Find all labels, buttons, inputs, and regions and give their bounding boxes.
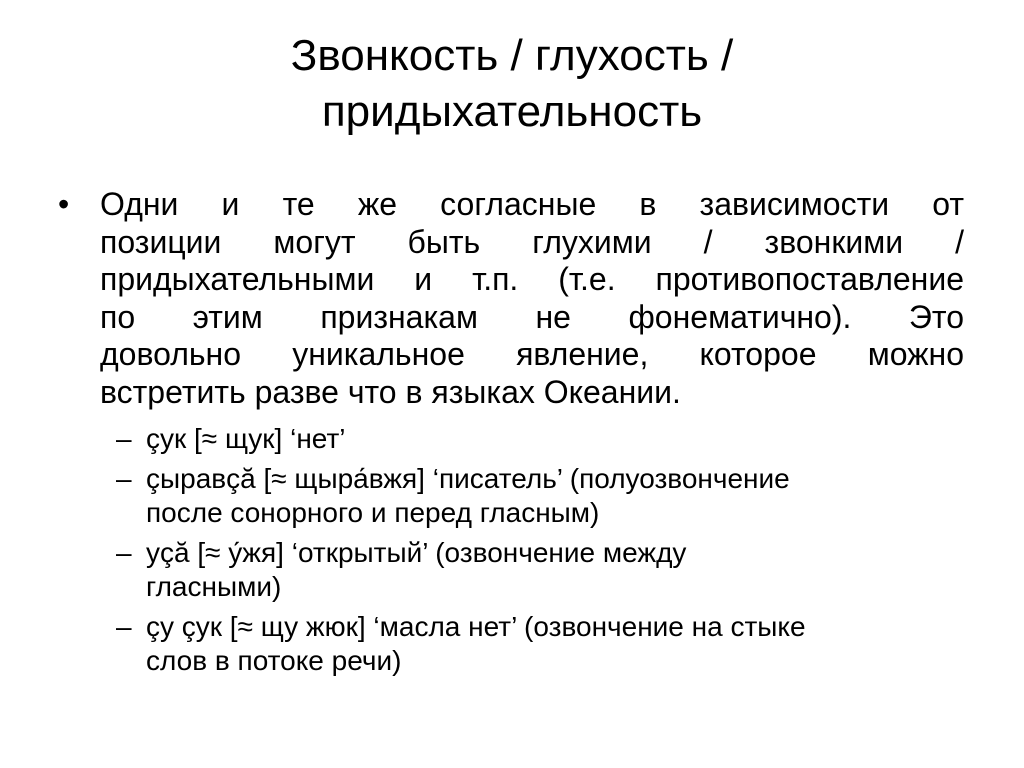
example-item bbox=[116, 422, 976, 456]
example-line: çук [≈ щук] ‘нет’ bbox=[146, 423, 346, 454]
bullet-marker: • bbox=[58, 186, 70, 222]
title-line-2: придыхательность bbox=[321, 87, 703, 136]
dash-marker: – bbox=[116, 463, 132, 494]
example-line: гласными) bbox=[146, 571, 282, 602]
example-item bbox=[116, 462, 976, 530]
bullet-line: Одни и те же согласные в зависимости от bbox=[100, 186, 964, 222]
example-line: после сонорного и перед гласным) bbox=[146, 497, 600, 528]
bullet-line: довольно уникальное явление, которое можно bbox=[100, 336, 964, 373]
bullet-line: позиции могут быть глухими / звонкими / bbox=[100, 223, 964, 260]
example-line: çу çук [≈ щу жюк] ‘масла нет’ (озвончение на стыке bbox=[146, 611, 806, 642]
example-line: уçă [≈ у́жя] ‘открытый’ (озвончение между bbox=[146, 537, 687, 568]
bullet-line: по этим признакам не фонематично). Это bbox=[100, 298, 964, 335]
example-list bbox=[116, 422, 976, 684]
bullet-line: придыхательными и т.п. (т.е. противопоставление bbox=[100, 261, 964, 298]
main-bullet bbox=[58, 186, 964, 412]
bullet-line: встретить разве что в языках Океании. bbox=[100, 373, 681, 410]
dash-marker: – bbox=[116, 423, 132, 454]
main-bullet-text bbox=[100, 186, 964, 412]
example-line: слов в потоке речи) bbox=[146, 645, 402, 676]
dash-marker: – bbox=[116, 611, 132, 642]
example-item bbox=[116, 610, 976, 678]
example-line: çыравçă [≈ щыра́вжя] ‘писатель’ (полуозвончение bbox=[146, 463, 790, 494]
slide-title bbox=[60, 28, 964, 140]
dash-marker: – bbox=[116, 537, 132, 568]
example-item bbox=[116, 536, 976, 604]
title-line-1: Звонкость / глухость / bbox=[290, 31, 734, 80]
